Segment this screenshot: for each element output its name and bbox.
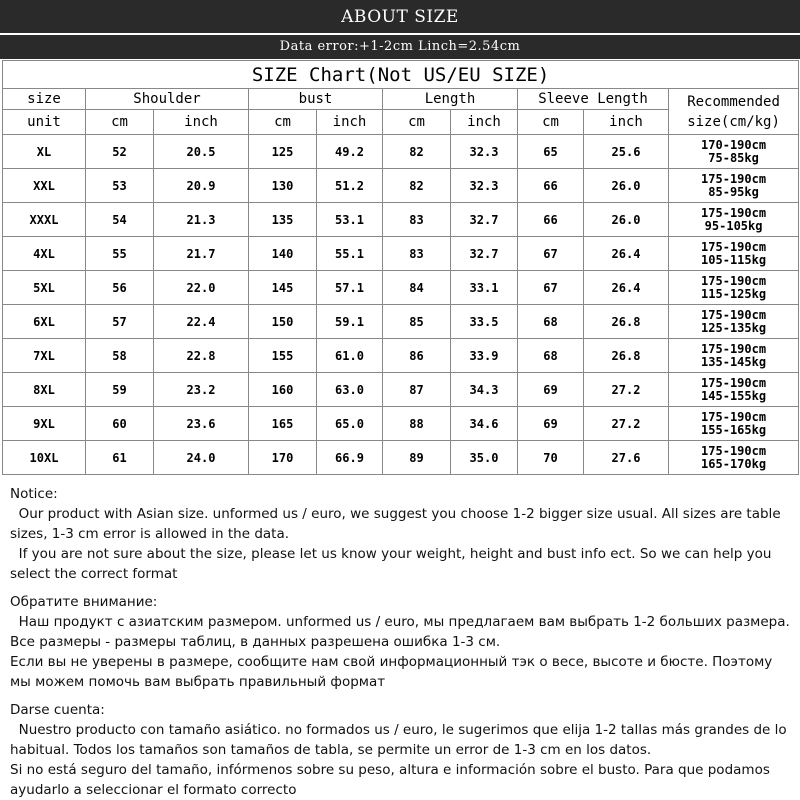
notice-text-ru-2: Если вы не уверены в размере, сообщите нам свой информационный тэк о весе, высоте и бюсте. Поэтому мы можем помочь вам выбрать правильный формат [10, 654, 777, 690]
unit-inch: inch [584, 110, 669, 135]
value-cell-shoulder-cm: 54 [86, 203, 154, 237]
recommended-weight: 105-115kg [701, 252, 767, 267]
value-cell-bust-in: 63.0 [317, 373, 383, 407]
size-cell: XXL [3, 169, 86, 203]
value-cell-sleeve-cm: 69 [518, 373, 584, 407]
size-cell: 10XL [3, 441, 86, 475]
value-cell-sleeve-cm: 67 [518, 237, 584, 271]
header-shoulder: Shoulder [86, 89, 249, 110]
table-row [3, 169, 799, 203]
header-recommended [669, 89, 799, 135]
value-cell-bust-in: 65.0 [317, 407, 383, 441]
notice-text-ru-1: Наш продукт с азиатским размером. unformed us / euro, мы предлагаем вам выбрать 1-2 больших размера. Все размеры - размеры таблиц, в данных разрешена ошибка 1-3 см. [10, 614, 795, 650]
value-cell-shoulder-cm: 57 [86, 305, 154, 339]
value-cell-shoulder-in: 21.3 [154, 203, 249, 237]
unit-inch: inch [317, 110, 383, 135]
value-cell-bust-in: 55.1 [317, 237, 383, 271]
recommended-cell [669, 441, 799, 475]
value-cell-length-in: 32.3 [451, 135, 518, 169]
value-cell-bust-cm: 130 [249, 169, 317, 203]
value-cell-sleeve-in: 26.0 [584, 203, 669, 237]
value-cell-length-cm: 86 [383, 339, 451, 373]
recommended-cell [669, 237, 799, 271]
value-cell-length-in: 32.7 [451, 237, 518, 271]
value-cell-sleeve-in: 27.2 [584, 373, 669, 407]
about-size-banner: ABOUT SIZE [0, 0, 800, 33]
value-cell-length-cm: 87 [383, 373, 451, 407]
value-cell-length-in: 35.0 [451, 441, 518, 475]
notice-text-en-1: Our product with Asian size. unformed us / euro, we suggest you choose 1-2 bigger size usual. All sizes are table sizes, 1-3 cm error is allowed in the data. [10, 506, 785, 542]
value-cell-shoulder-cm: 53 [86, 169, 154, 203]
value-cell-bust-in: 66.9 [317, 441, 383, 475]
value-cell-length-cm: 85 [383, 305, 451, 339]
recommended-cell [669, 407, 799, 441]
value-cell-sleeve-cm: 68 [518, 305, 584, 339]
table-row [3, 237, 799, 271]
value-cell-bust-cm: 155 [249, 339, 317, 373]
recommended-height: 175-190cm [701, 171, 767, 186]
size-cell: 7XL [3, 339, 86, 373]
recommended-weight: 75-85kg [708, 150, 759, 165]
notice-heading-ru: Обратите внимание: [10, 594, 158, 610]
value-cell-length-cm: 89 [383, 441, 451, 475]
table-row [3, 407, 799, 441]
recommended-cell [669, 339, 799, 373]
value-cell-shoulder-in: 21.7 [154, 237, 249, 271]
value-cell-length-in: 32.3 [451, 169, 518, 203]
size-cell: 8XL [3, 373, 86, 407]
value-cell-bust-cm: 165 [249, 407, 317, 441]
value-cell-bust-cm: 150 [249, 305, 317, 339]
recommended-weight: 135-145kg [701, 354, 767, 369]
header-recommended-unit: size(cm/kg) [687, 113, 780, 130]
value-cell-sleeve-in: 26.8 [584, 305, 669, 339]
unit-cm: cm [249, 110, 317, 135]
size-cell: 5XL [3, 271, 86, 305]
size-cell: 6XL [3, 305, 86, 339]
recommended-weight: 155-165kg [701, 422, 767, 437]
value-cell-bust-in: 61.0 [317, 339, 383, 373]
value-cell-shoulder-in: 22.0 [154, 271, 249, 305]
recommended-height: 175-190cm [701, 205, 767, 220]
recommended-weight: 145-155kg [701, 388, 767, 403]
notes-section [10, 484, 794, 800]
header-length: Length [383, 89, 518, 110]
value-cell-bust-in: 59.1 [317, 305, 383, 339]
table-row [3, 271, 799, 305]
value-cell-shoulder-cm: 58 [86, 339, 154, 373]
table-row [3, 135, 799, 169]
header-recommended-label: Recommended [687, 93, 780, 110]
value-cell-sleeve-in: 27.2 [584, 407, 669, 441]
table-row [3, 203, 799, 237]
value-cell-length-in: 33.5 [451, 305, 518, 339]
recommended-height: 175-190cm [701, 341, 767, 356]
value-cell-length-cm: 82 [383, 169, 451, 203]
value-cell-shoulder-in: 22.8 [154, 339, 249, 373]
chart-title-row [3, 61, 799, 89]
value-cell-bust-cm: 170 [249, 441, 317, 475]
recommended-cell [669, 135, 799, 169]
value-cell-sleeve-in: 26.4 [584, 237, 669, 271]
recommended-weight: 95-105kg [704, 218, 763, 233]
value-cell-length-in: 32.7 [451, 203, 518, 237]
value-cell-sleeve-in: 26.8 [584, 339, 669, 373]
value-cell-sleeve-in: 26.4 [584, 271, 669, 305]
recommended-height: 175-190cm [701, 273, 767, 288]
recommended-weight: 85-95kg [708, 184, 759, 199]
recommended-cell [669, 305, 799, 339]
value-cell-sleeve-in: 26.0 [584, 169, 669, 203]
value-cell-sleeve-cm: 66 [518, 203, 584, 237]
recommended-height: 175-190cm [701, 239, 767, 254]
value-cell-shoulder-cm: 52 [86, 135, 154, 169]
recommended-weight: 165-170kg [701, 456, 767, 471]
recommended-cell [669, 203, 799, 237]
recommended-height: 175-190cm [701, 307, 767, 322]
unit-cm: cm [518, 110, 584, 135]
recommended-weight: 125-135kg [701, 320, 767, 335]
unit-inch: inch [451, 110, 518, 135]
value-cell-length-in: 33.1 [451, 271, 518, 305]
value-cell-sleeve-in: 25.6 [584, 135, 669, 169]
data-error-banner: Data error:+1-2cm Linch=2.54cm [0, 35, 800, 59]
chart-title: SIZE Chart(Not US/EU SIZE) [3, 61, 799, 89]
unit-inch: inch [154, 110, 249, 135]
recommended-cell [669, 271, 799, 305]
value-cell-shoulder-in: 24.0 [154, 441, 249, 475]
recommended-height: 175-190cm [701, 409, 767, 424]
value-cell-length-in: 33.9 [451, 339, 518, 373]
header-sleeve-length: Sleeve Length [518, 89, 669, 110]
value-cell-bust-cm: 125 [249, 135, 317, 169]
value-cell-sleeve-in: 27.6 [584, 441, 669, 475]
value-cell-bust-cm: 145 [249, 271, 317, 305]
value-cell-sleeve-cm: 67 [518, 271, 584, 305]
table-row [3, 305, 799, 339]
value-cell-shoulder-cm: 59 [86, 373, 154, 407]
value-cell-bust-in: 51.2 [317, 169, 383, 203]
value-cell-bust-in: 53.1 [317, 203, 383, 237]
header-row [3, 89, 799, 110]
recommended-cell [669, 169, 799, 203]
value-cell-bust-cm: 160 [249, 373, 317, 407]
unit-cm: cm [86, 110, 154, 135]
recommended-weight: 115-125kg [701, 286, 767, 301]
value-cell-length-cm: 83 [383, 203, 451, 237]
table-row [3, 441, 799, 475]
value-cell-sleeve-cm: 69 [518, 407, 584, 441]
value-cell-shoulder-in: 23.2 [154, 373, 249, 407]
value-cell-sleeve-cm: 68 [518, 339, 584, 373]
size-cell: XXXL [3, 203, 86, 237]
value-cell-shoulder-cm: 60 [86, 407, 154, 441]
size-chart-table [2, 60, 799, 475]
size-cell: 4XL [3, 237, 86, 271]
notice-text-en-2: If you are not sure about the size, please let us know your weight, height and bust info ect. So we can help you select the correct format [10, 546, 776, 582]
value-cell-sleeve-cm: 70 [518, 441, 584, 475]
recommended-cell [669, 373, 799, 407]
unit-cm: cm [383, 110, 451, 135]
value-cell-sleeve-cm: 66 [518, 169, 584, 203]
value-cell-bust-in: 49.2 [317, 135, 383, 169]
recommended-height: 175-190cm [701, 375, 767, 390]
header-bust: bust [249, 89, 383, 110]
notice-heading-es: Darse cuenta: [10, 702, 105, 718]
table-row [3, 373, 799, 407]
notice-heading-en: Notice: [10, 486, 58, 502]
value-cell-shoulder-cm: 55 [86, 237, 154, 271]
value-cell-shoulder-cm: 61 [86, 441, 154, 475]
value-cell-shoulder-in: 20.5 [154, 135, 249, 169]
recommended-height: 170-190cm [701, 137, 767, 152]
unit-label: unit [3, 110, 86, 135]
value-cell-length-in: 34.3 [451, 373, 518, 407]
notice-text-es-2: Si no está seguro del tamaño, infórmenos sobre su peso, altura e información sobre el busto. Para que podamos ayudarlo a seleccionar el formato correcto [10, 762, 775, 798]
value-cell-length-cm: 88 [383, 407, 451, 441]
table-row [3, 339, 799, 373]
value-cell-shoulder-in: 23.6 [154, 407, 249, 441]
recommended-height: 175-190cm [701, 443, 767, 458]
value-cell-shoulder-in: 20.9 [154, 169, 249, 203]
value-cell-shoulder-in: 22.4 [154, 305, 249, 339]
value-cell-length-cm: 84 [383, 271, 451, 305]
value-cell-bust-cm: 140 [249, 237, 317, 271]
size-cell: 9XL [3, 407, 86, 441]
size-cell: XL [3, 135, 86, 169]
value-cell-bust-cm: 135 [249, 203, 317, 237]
value-cell-length-cm: 83 [383, 237, 451, 271]
value-cell-shoulder-cm: 56 [86, 271, 154, 305]
value-cell-length-in: 34.6 [451, 407, 518, 441]
notice-text-es-1: Nuestro producto con tamaño asiático. no formados us / euro, le sugerimos que elija 1-2 tallas más grandes de lo habitual. Todos los tamaños son tamaños de tabla, se permite un error de 1-3 cm en los datos. [10, 722, 791, 758]
value-cell-sleeve-cm: 65 [518, 135, 584, 169]
value-cell-bust-in: 57.1 [317, 271, 383, 305]
value-cell-length-cm: 82 [383, 135, 451, 169]
header-size: size [3, 89, 86, 110]
